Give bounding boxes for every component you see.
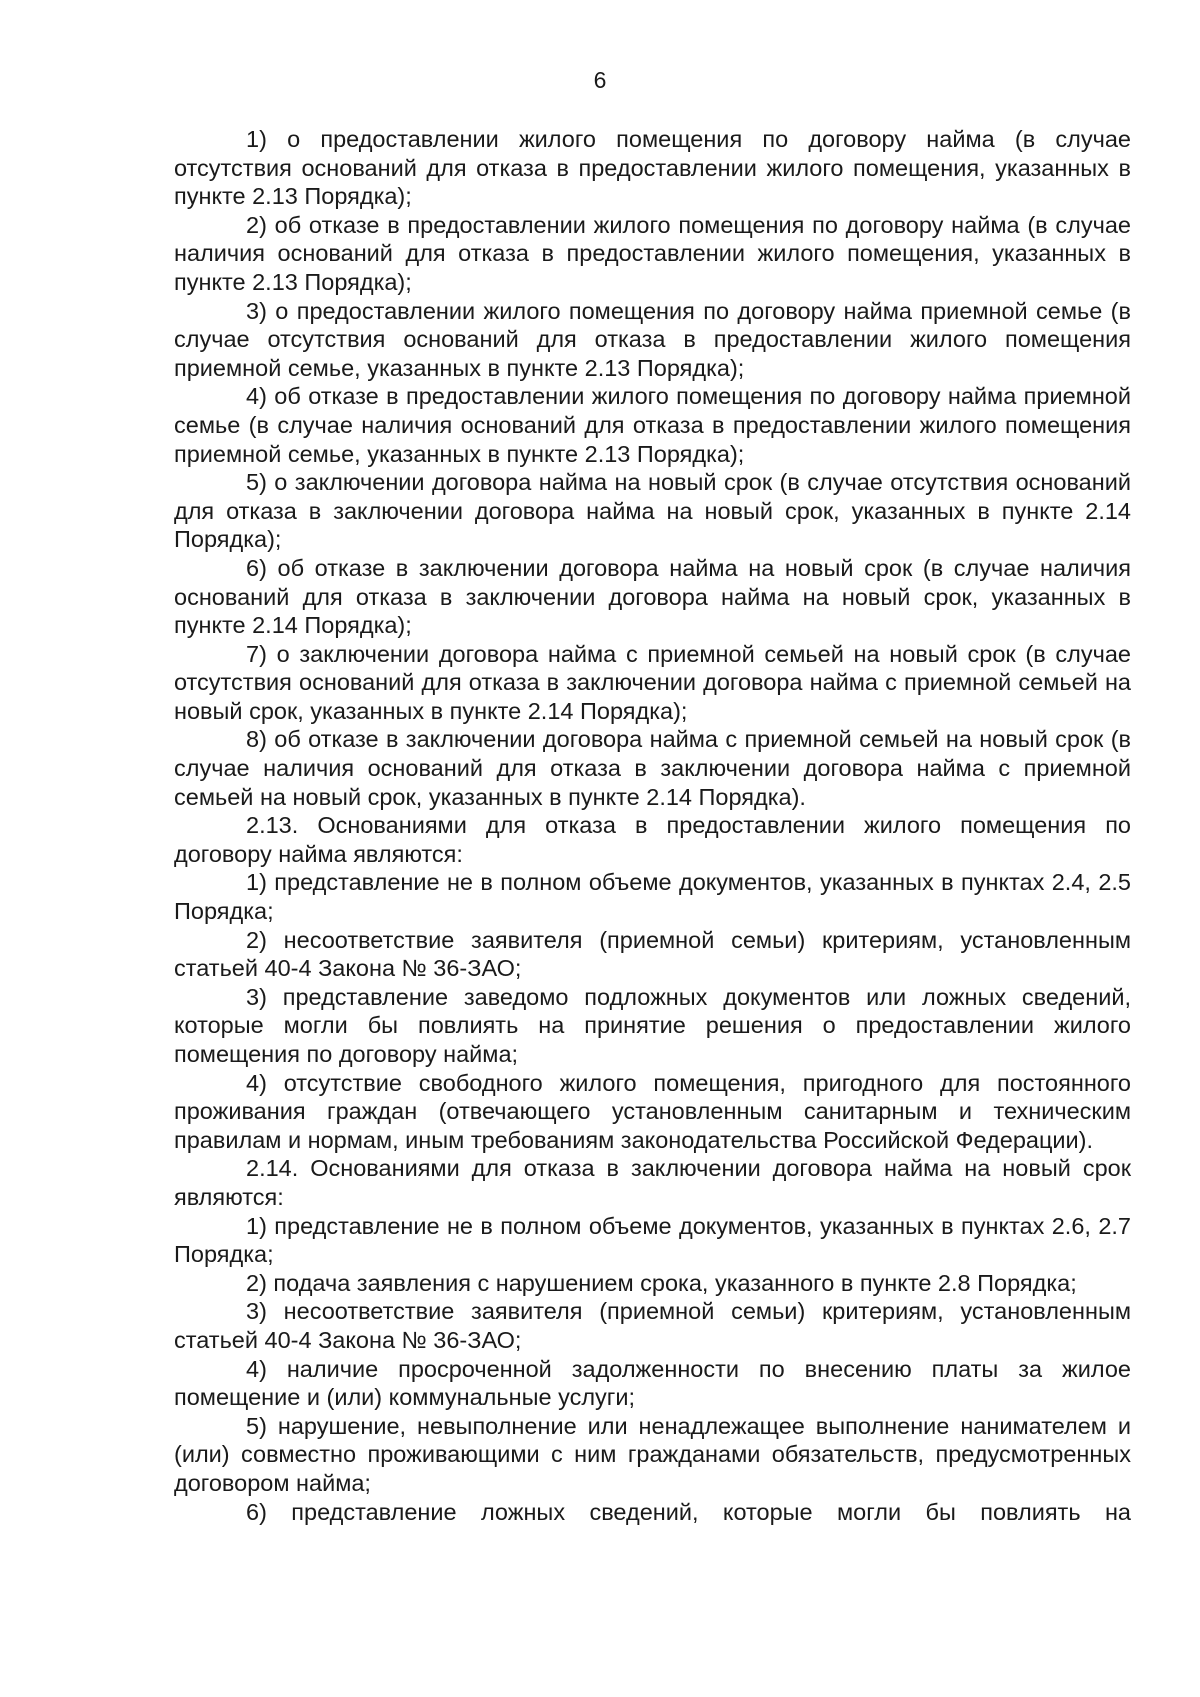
paragraph-2-13-item-2: 2) несоответствие заявителя (приемной семьи) критериям, установленным статьей 40-4 Закона № 36-ЗАО; (174, 926, 1131, 982)
paragraph-decision-5: 5) о заключении договора найма на новый срок (в случае отсутствия оснований для отказа в заключении договора найма на новый срок, указанных в пункте 2.14 Порядка); (174, 469, 1131, 553)
paragraph-2-14-item-3: 3) несоответствие заявителя (приемной семьи) критериям, установленным статьей 40-4 Закона № 36-ЗАО; (174, 1298, 1131, 1353)
section-2-13-heading: 2.13. Основаниями для отказа в предоставлении жилого помещения по договору найма являются: (174, 812, 1131, 867)
paragraph-decision-1: 1) о предоставлении жилого помещения по договору найма (в случае отсутствия оснований для отказа в предоставлении жилого помещения, указанных в пункте 2.13 Порядка); (174, 126, 1131, 210)
paragraph-2-14-item-6: 6) представление ложных сведений, которые могли бы повлиять на (246, 1498, 1131, 1525)
paragraph-2-13-item-1: 1) представление не в полном объеме документов, указанных в пунктах 2.4, 2.5 Порядка; (174, 869, 1131, 925)
paragraph-2-14-item-4: 4) наличие просроченной задолженности по внесению платы за жилое помещение и (или) коммунальные услуги; (174, 1355, 1131, 1411)
paragraph-decision-3: 3) о предоставлении жилого помещения по договору найма приемной семье (в случае отсутствия оснований для отказа в предоставлении жилого помещения приемной семье, указанных в пункте 2.13 Порядка); (174, 297, 1131, 381)
paragraph-2-14-item-2: 2) подача заявления с нарушением срока, указанного в пункте 2.8 Порядка; (246, 1269, 1077, 1296)
paragraph-2-13-item-3: 3) представление заведомо подложных документов или ложных сведений, которые могли бы повлиять на принятие решения о предоставлении жилого помещения по договору найма; (174, 983, 1131, 1067)
paragraph-2-14-item-5: 5) нарушение, невыполнение или ненадлежащее выполнение нанимателем и (или) совместно проживающими с ним гражданами обязательств, предусмотренных договором найма; (174, 1412, 1131, 1496)
section-2-14-heading: 2.14. Основаниями для отказа в заключении договора найма на новый срок являются: (174, 1155, 1131, 1210)
paragraph-decision-2: 2) об отказе в предоставлении жилого помещения по договору найма (в случае наличия оснований для отказа в предоставлении жилого помещения, указанных в пункте 2.13 Порядка); (174, 211, 1131, 295)
paragraph-decision-6: 6) об отказе в заключении договора найма на новый срок (в случае наличия оснований для отказа в заключении договора найма на новый срок, указанных в пункте 2.14 Порядка); (174, 554, 1131, 639)
page-number: 6 (593, 67, 607, 93)
paragraph-2-14-item-1: 1) представление не в полном объеме документов, указанных в пунктах 2.6, 2.7 Порядка; (174, 1212, 1131, 1268)
paragraph-decision-7: 7) о заключении договора найма с приемной семьей на новый срок (в случае отсутствия оснований для отказа в заключении договора найма с приемной семьей на новый срок, указанных в пункте 2.14 Порядка); (174, 640, 1131, 724)
paragraph-2-13-item-4: 4) отсутствие свободного жилого помещения, пригодного для постоянного проживания граждан (отвечающего установленным санитарным и техническим правилам и нормам, иным требованиям законодательства Российской Федерации). (174, 1069, 1131, 1153)
paragraph-decision-8: 8) об отказе в заключении договора найма с приемной семьей на новый срок (в случае наличия оснований для отказа в заключении договора найма с приемной семьей на новый срок, указанных в пункте 2.14 Порядка). (174, 726, 1131, 810)
paragraph-decision-4: 4) об отказе в предоставлении жилого помещения по договору найма приемной семье (в случае наличия оснований для отказа в предоставлении жилого помещения приемной семье, указанных в пункте 2.13 Порядка); (174, 383, 1131, 467)
document-body (174, 125, 1131, 1526)
